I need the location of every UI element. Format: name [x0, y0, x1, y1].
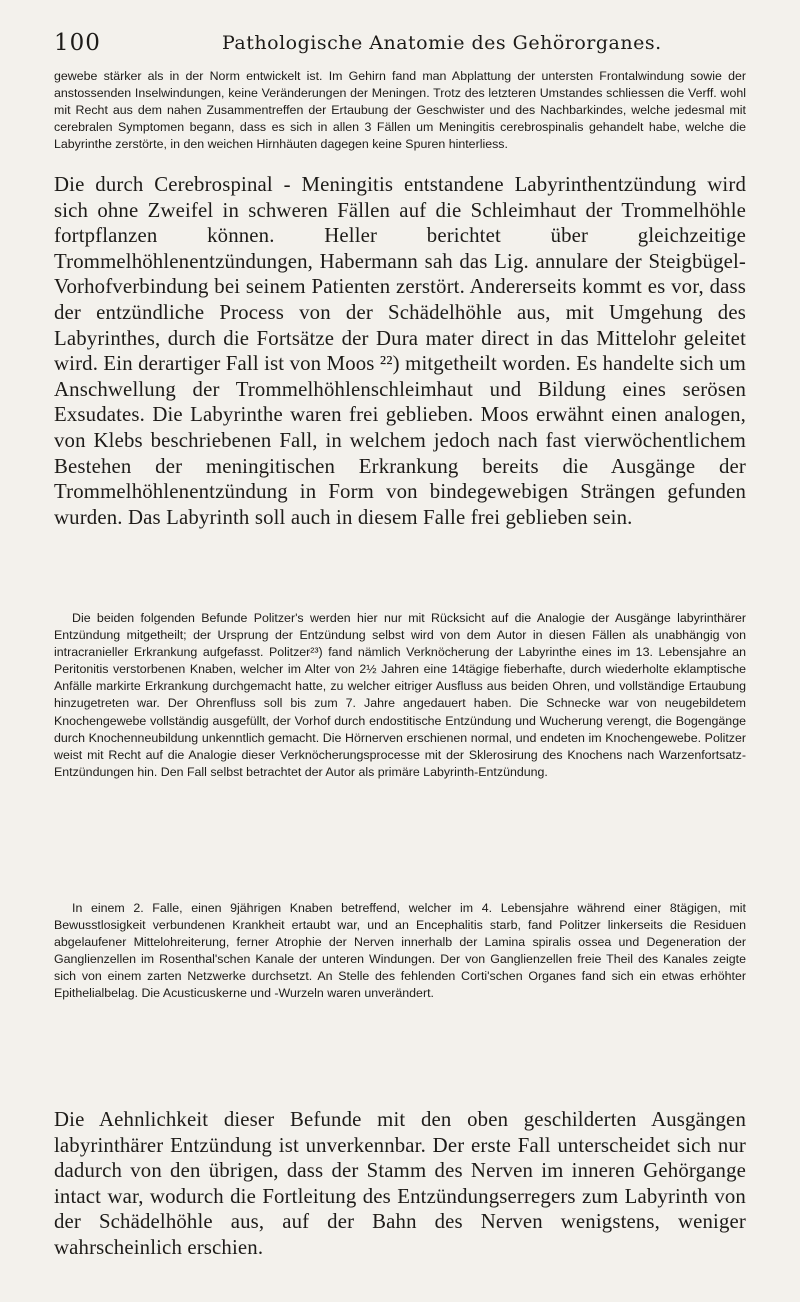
page-header — [54, 30, 746, 60]
running-title: Pathologische Anatomie des Gehörorganes. — [222, 32, 662, 54]
paragraph-2-large: Die durch Cerebrospinal - Meningitis entstandene Labyrinthentzündung wird sich ohne Zweifel in schweren Fällen auf die Schleimhaut der Trommelhöhle fortpflanzen können. Heller berichtet über gleichzeitige Trommelhöhlenentzündungen, Habermann sah das Lig. annulare der Steigbügel-Vorhofverbindung bei seinem Patienten zerstört. Andererseits kommt es vor, dass der entzündliche Process von der Schädelhöhle aus, mit Umgehung des Labyrinthes, durch die Fortsätze der Dura mater direct in das Mittelohr geleitet wird. Ein derartiger Fall ist von Moos ²²) mitgetheilt worden. Es handelte sich um Anschwellung der Trommelhöhlenschleimhaut und Bildung eines serösen Exsudates. Die Labyrinthe waren frei geblieben. Moos erwähnt einen analogen, von Klebs beschriebenen Fall, in welchem jedoch nach fast vierwöchentlichem Bestehen der meningitischen Erkrankung bereits die Ausgänge der Trommelhöhlenentzündung in Form von bindegewebigen Strängen gefunden wurden. Das Labyrinth soll auch in diesem Falle frei geblieben sein. — [54, 173, 746, 529]
paragraph-1-small: gewebe stärker als in der Norm entwickelt ist. Im Gehirn fand man Abplattung der untersten Frontalwindung sowie der anstossenden Inselwindungen, keine Veränderungen der Meningen. Trotz des letzteren Umstandes schliessen die Verff. wohl mit Recht aus dem nahen Zusammentreffen der Ertaubung der Geschwister und des Nachbarkindes, welche jedesmal mit cerebralen Symptomen begann, dass es sich in allen 3 Fällen um Meningitis cerebrospinalis gehandelt habe, welche die Labyrinthe zerstörte, in den weichen Hirnhäuten dagegen keine Spuren hinterliess. — [54, 69, 746, 152]
paragraph-4-small: In einem 2. Falle, einen 9jährigen Knaben betreffend, welcher im 4. Lebensjahre während einer 8tägigen, mit Bewusstlosigkeit verbundenen Krankheit ertaubt war, und an Encephalitis starb, fand Politzer linkerseits die Residuen abgelaufener Mittelohreiterung, ferner Atrophie der Nerven innerhalb der Lamina spiralis ossea und Degeneration der Ganglienzellen im Rosenthal'schen Kanale der unteren Windungen. Der von Ganglienzellen freie Theil des Kanales zeigte sich von einem zarten Netzwerke durchsetzt. An Stelle des fehlenden Corti'schen Organes fand sich ein etwas erhöhter Epithelialbelag. Die Acusticuskerne und -Wurzeln waren unverändert. — [54, 901, 746, 1001]
paragraph-5-large: Die Aehnlichkeit dieser Befunde mit den oben geschilderten Ausgängen labyrinthärer Entzündung ist unverkennbar. Der erste Fall unterscheidet sich nur dadurch von den übrigen, dass der Stamm des Nerven im inneren Gehörgange intact war, wodurch die Fortleitung des Entzündungserregers zum Labyrinth von der Schädelhöhle aus, auf der Bahn des Nerven wenigstens, weniger wahrscheinlich erschien. — [54, 1108, 746, 1259]
page-number: 100 — [54, 30, 101, 56]
paragraph-3-small: Die beiden folgenden Befunde Politzer's werden hier nur mit Rücksicht auf die Analogie der Ausgänge labyrinthärer Entzündung mitgetheilt; der Ursprung der Entzündung selbst wird von dem Autor in diesen Fällen als unabhängig von intracranieller Erkrankung aufgefasst. Politzer²³) fand nämlich Verknöcherung der Labyrinthe eines im 13. Lebensjahre an Peritonitis verstorbenen Knaben, welcher im Alter von 2½ Jahren eine 14tägige fieberhafte, durch wiederholte eklamptische Anfälle markirte Erkrankung durchgemacht hatte, zu welcher eitriger Ausfluss aus beiden Ohren, und vollständige Ertaubung hinzugetreten war. Der Ohrenfluss soll bis zum 7. Jahre angedauert haben. Die Schnecke war von neugebildetem Knochengewebe vollständig ausgefüllt, der Vorhof durch endostitische Entzündung und Wucherung verengt, die Bogengänge durch Knochenneubildung unkenntlich gemacht. Die Hörnerven erschienen normal, und endeten im Knochengewebe. Politzer weist mit Recht auf die Analogie dieser Verknöcherungsprocesse mit der Sklerosirung des Knochens nach Warzenfortsatz-Entzündungen hin. Den Fall selbst betrachtet der Autor als primäre Labyrinth-Entzündung. — [54, 611, 746, 779]
